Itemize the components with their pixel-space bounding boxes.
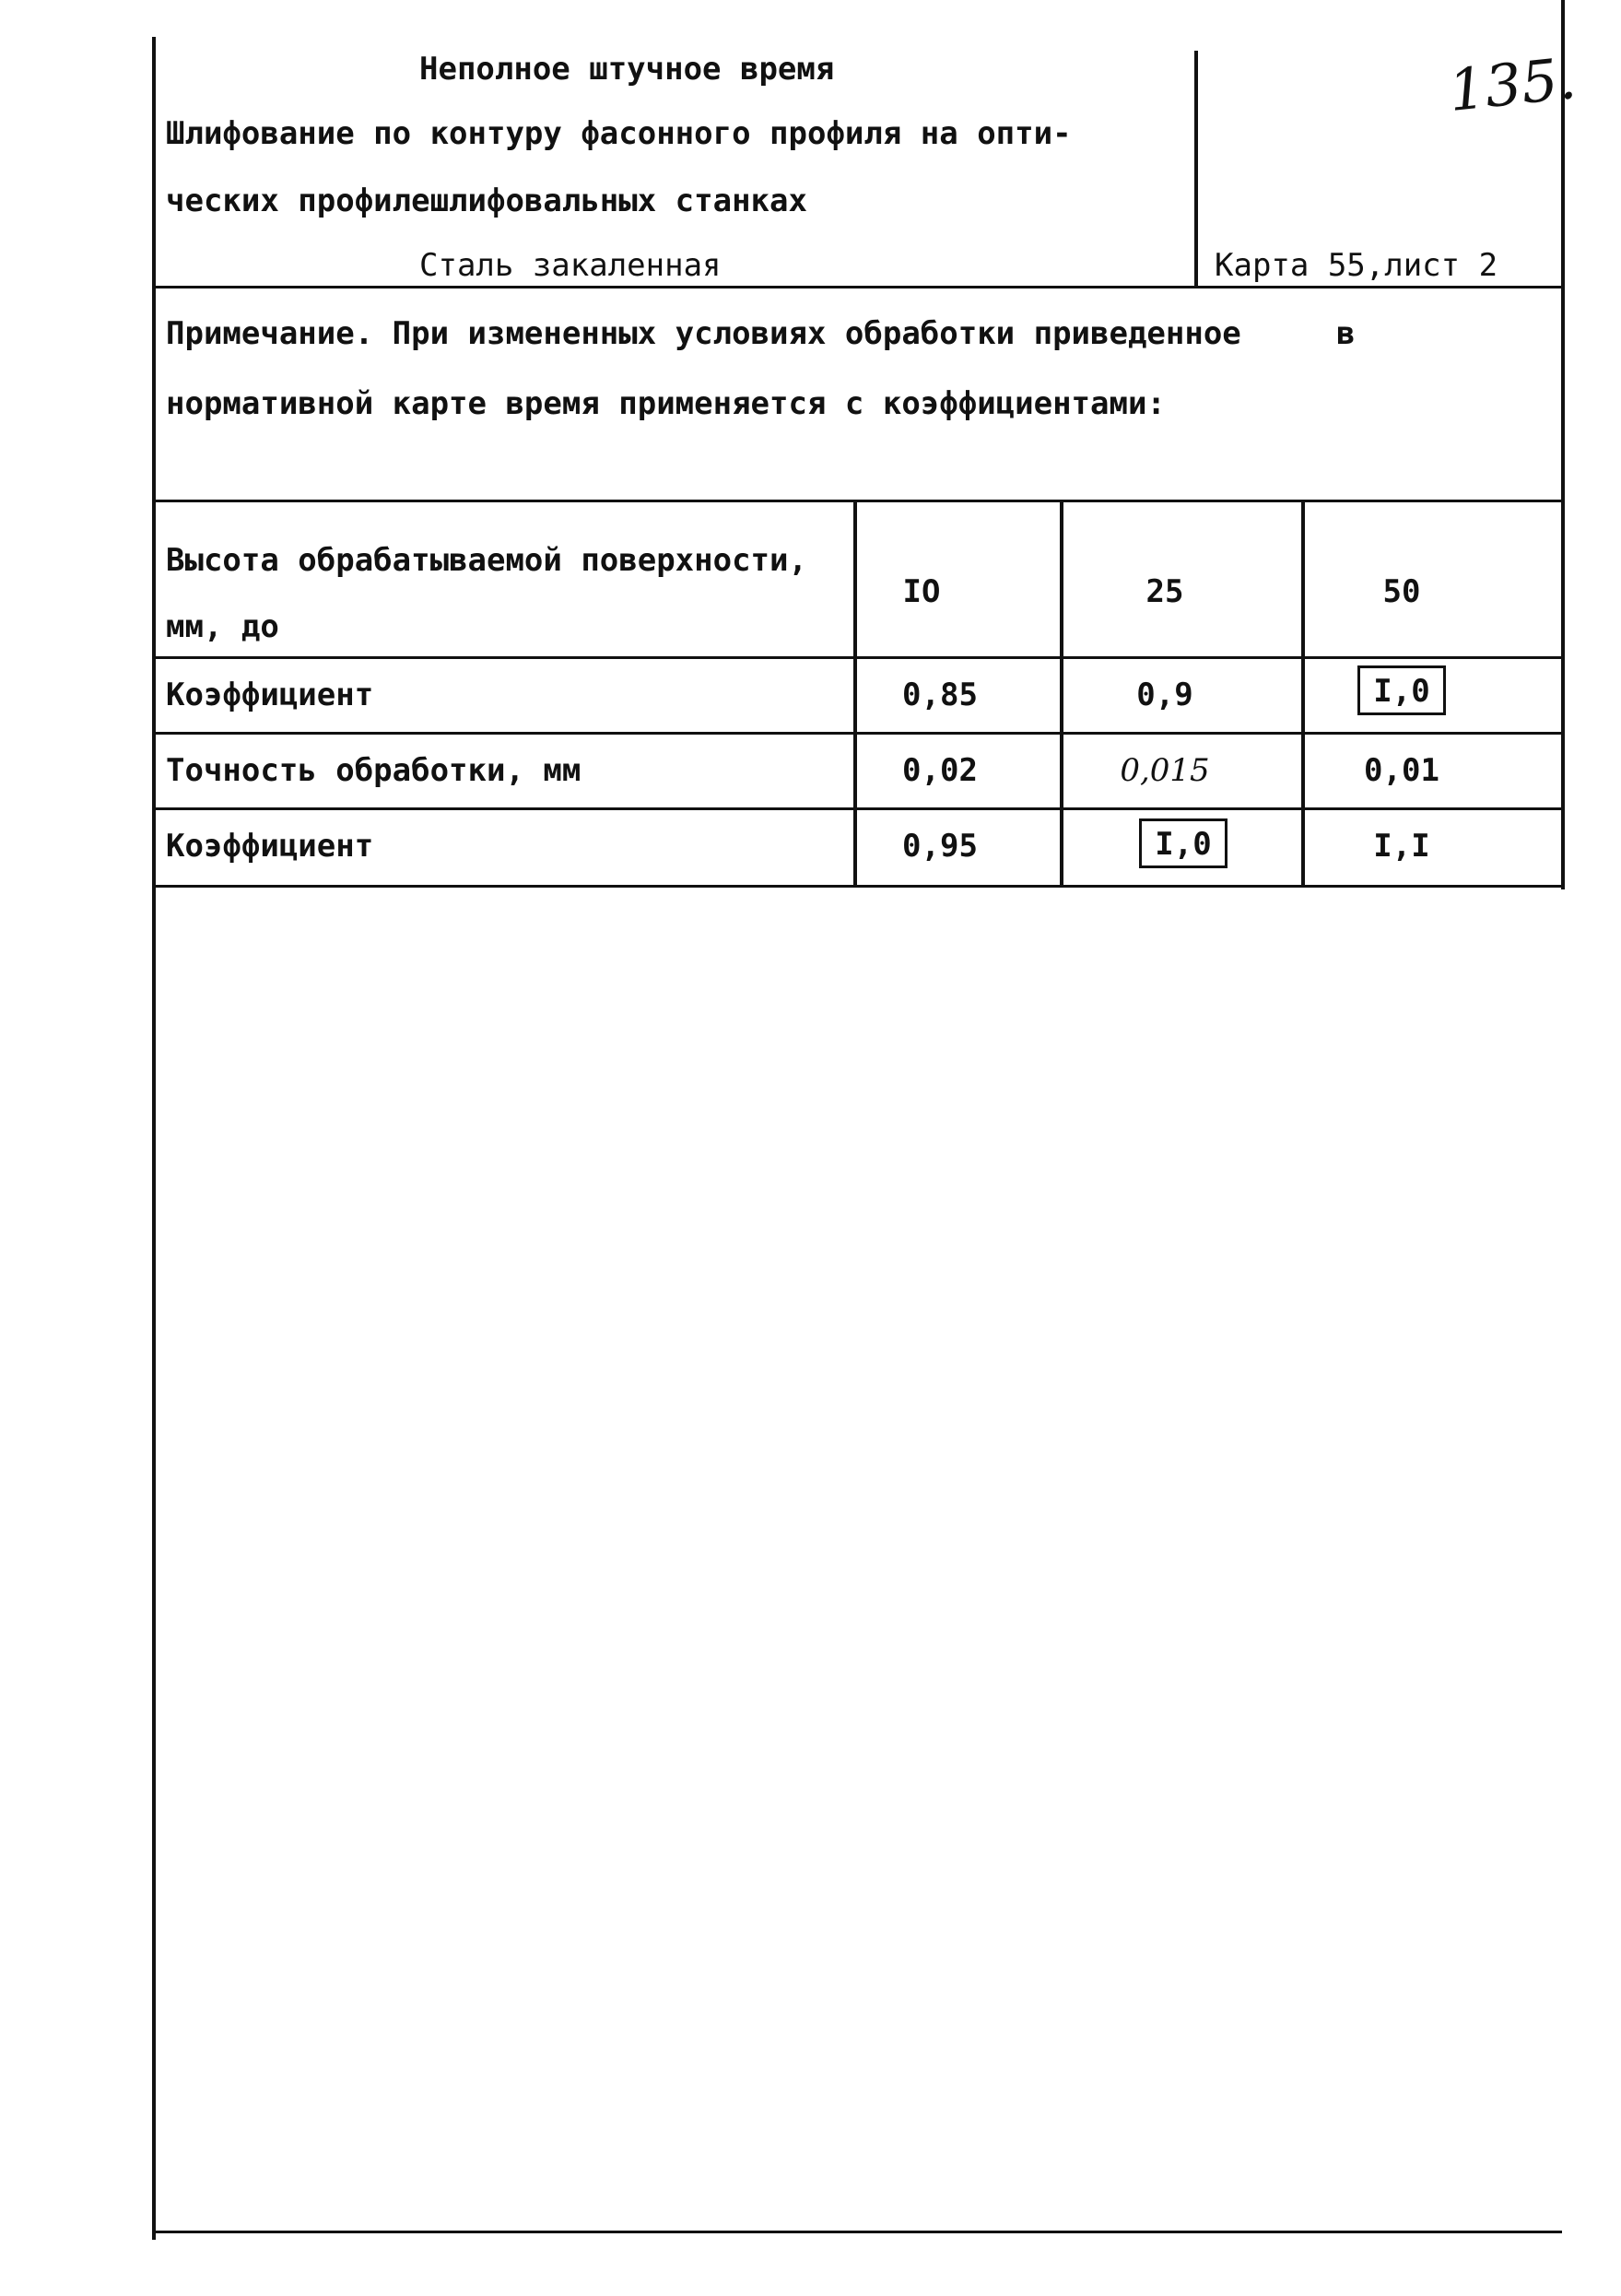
- table-cell-handwritten: 0,015: [1120, 752, 1210, 789]
- note-line1: Примечание. При измененных условиях обработки приведенное: [166, 315, 1241, 352]
- header-material: Сталь закаленная: [419, 247, 722, 284]
- table-row-label: Коэффициент: [166, 828, 374, 865]
- header-operation-line2: ческих профилешлифовальных станках: [166, 183, 807, 219]
- table-column-header-3: 50: [1382, 573, 1421, 610]
- table-cell-boxed: [1305, 665, 1498, 715]
- table-column-header-1: IO: [902, 573, 941, 610]
- table-cell: 0,95: [902, 828, 978, 865]
- left-border: [152, 37, 156, 2240]
- boxed-value: I,0: [1357, 665, 1445, 715]
- table-row1-bottom-rule: [152, 732, 1564, 735]
- table-row2-bottom-rule: [152, 807, 1564, 810]
- page-number: 135.: [1445, 43, 1580, 125]
- table-top-rule: [152, 500, 1564, 502]
- note-line2: нормативной карте время применяется с коэффициентами:: [166, 385, 1166, 422]
- table-row-label: Точность обработки, мм: [166, 752, 581, 789]
- table-cell: 0,02: [902, 752, 978, 789]
- header-title: Неполное штучное время: [419, 51, 835, 88]
- table-header-bottom-rule: [152, 656, 1564, 659]
- table-header-label-line1: Высота обрабатываемой поверхности,: [166, 542, 807, 579]
- table-bottom-rule: [152, 885, 1564, 888]
- table-row-label: Коэффициент: [166, 677, 374, 713]
- table-column-header-2: 25: [1145, 573, 1184, 610]
- right-border: [1561, 0, 1565, 889]
- note-line1-end: в: [1336, 315, 1356, 352]
- header-operation-line1: Шлифование по контуру фасонного профиля на опти-: [166, 115, 1072, 152]
- header-divider-vertical: [1194, 51, 1198, 287]
- header-bottom-rule: [152, 286, 1564, 288]
- card-reference: Карта 55,лист 2: [1215, 247, 1498, 284]
- table-cell: 0,01: [1364, 752, 1439, 789]
- table-cell: 0,9: [1136, 677, 1193, 713]
- boxed-value: I,0: [1139, 818, 1227, 868]
- table-cell: I,I: [1373, 828, 1430, 865]
- table-header-label-line2: мм, до: [166, 608, 279, 645]
- page-bottom-rule: [152, 2231, 1562, 2233]
- table-cell-boxed: [1082, 818, 1285, 868]
- table-cell: 0,85: [902, 677, 978, 713]
